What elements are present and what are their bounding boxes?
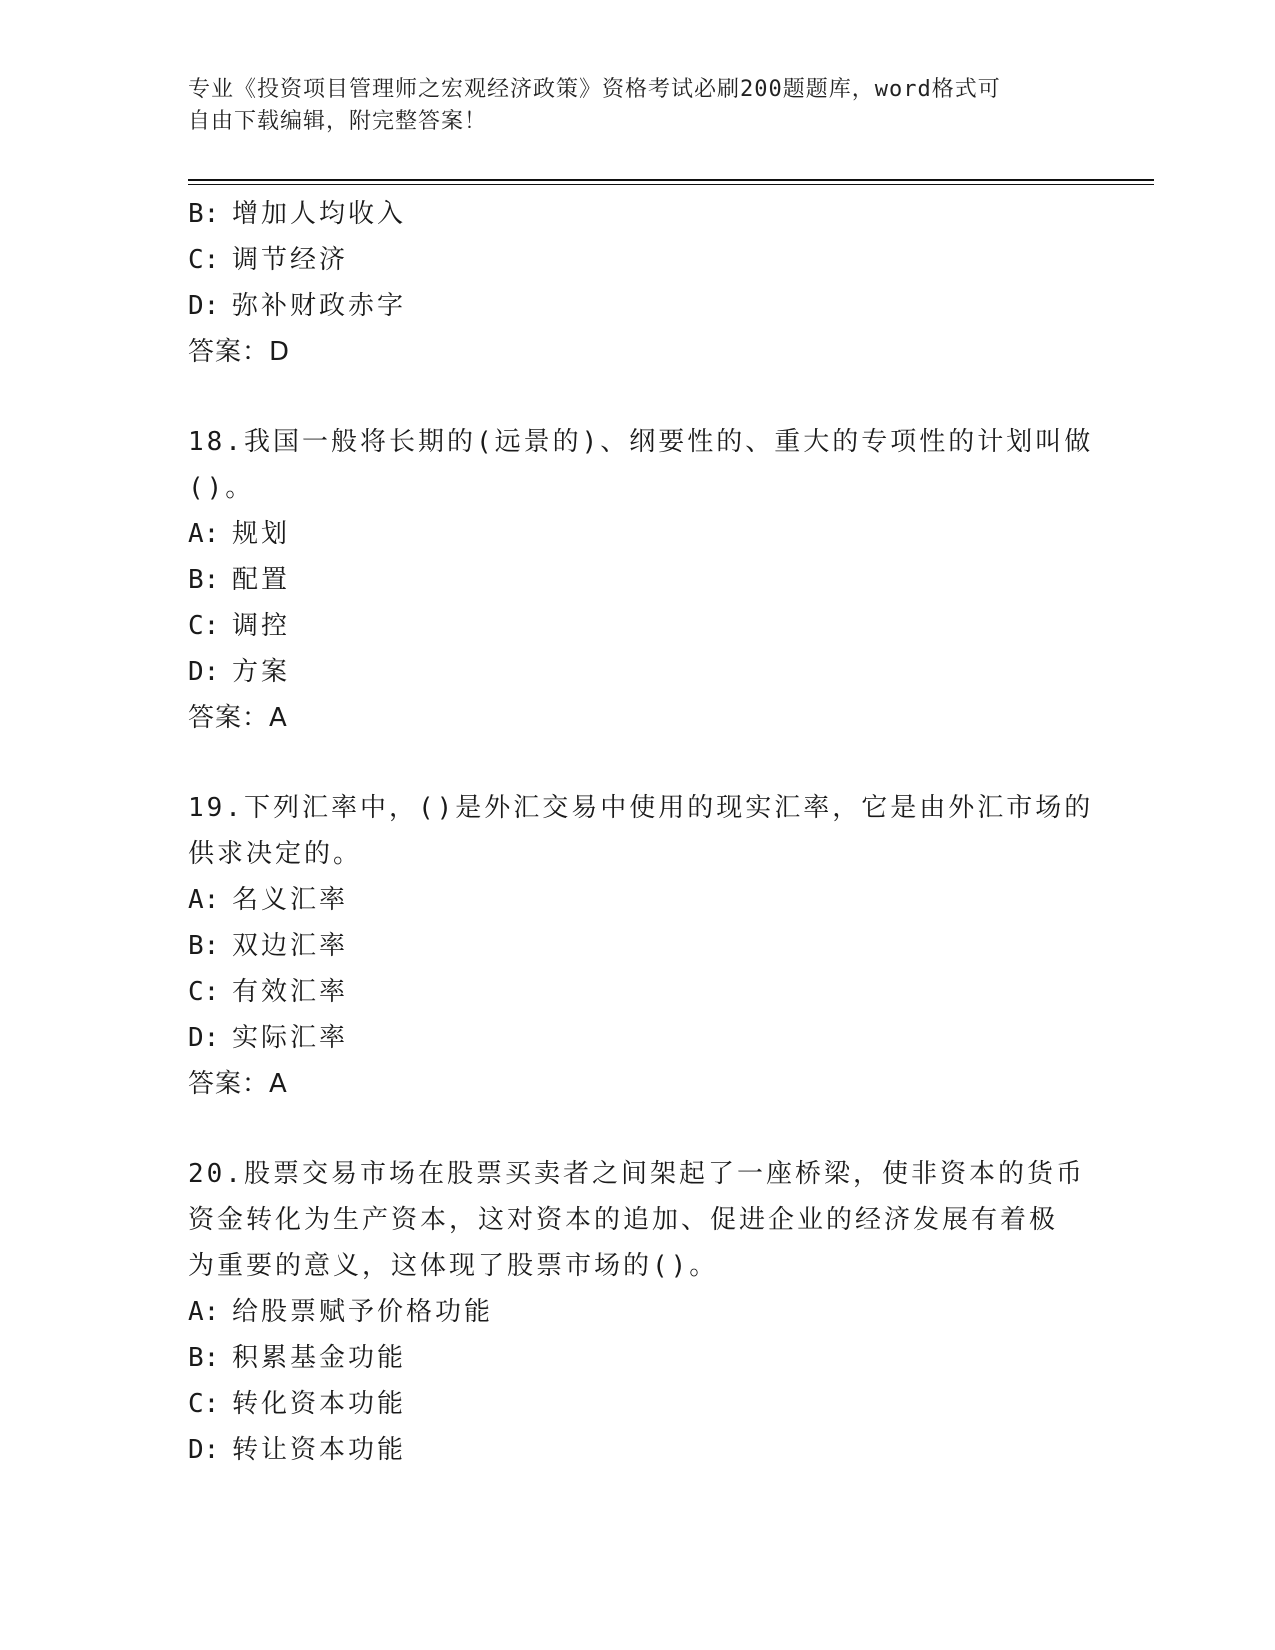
option-text: 积累基金功能 [232,1343,407,1373]
question-20 [188,1151,1088,1473]
answer-line: 答案：A [188,703,288,733]
option-b [188,557,1088,603]
option-key: D: [188,291,220,321]
option-a [188,877,1088,923]
question-text-line: 20.股票交易市场在股票买卖者之间架起了一座桥梁，使非资本的货币 [188,1159,1085,1189]
header-title-line-1: 专业《投资项目管理师之宏观经济政策》资格考试必刷200题题库，word格式可 [188,77,1001,102]
question-text-line: 供求决定的。 [188,839,363,869]
option-key: A: [188,519,220,549]
option-d [188,649,1088,695]
option-d [188,1427,1088,1473]
answer-line: 答案：D [188,337,291,367]
header-title-line-2: 自由下载编辑，附完整答案！ [188,109,488,134]
option-a [188,511,1088,557]
option-d [188,283,1088,329]
option-c [188,969,1088,1015]
option-key: C: [188,1389,220,1419]
option-key: C: [188,245,220,275]
option-key: B: [188,199,220,229]
question-17-continued [188,191,1088,375]
question-text-line: 19.下列汇率中，()是外汇交易中使用的现实汇率，它是由外汇市场的 [188,793,1094,823]
option-key: D: [188,657,220,687]
question-text-line: 资金转化为生产资本，这对资本的追加、促进企业的经济发展有着极 [188,1205,1059,1235]
option-text: 配置 [232,565,291,595]
option-text: 给股票赋予价格功能 [232,1297,494,1327]
option-text: 调节经济 [232,245,349,275]
option-key: D: [188,1435,220,1465]
option-key: B: [188,565,220,595]
question-text-line: 为重要的意义，这体现了股票市场的()。 [188,1251,719,1281]
option-text: 实际汇率 [232,1023,349,1053]
option-text: 转化资本功能 [232,1389,407,1419]
option-a [188,1289,1088,1335]
option-b [188,191,1088,237]
question-text-line: ()。 [188,473,255,503]
answer-line: 答案：A [188,1069,288,1099]
option-d [188,1015,1088,1061]
option-b [188,1335,1088,1381]
option-text: 弥补财政赤字 [232,291,407,321]
option-text: 调控 [232,611,291,641]
option-key: A: [188,885,220,915]
option-text: 双边汇率 [232,931,349,961]
option-text: 有效汇率 [232,977,349,1007]
option-text: 转让资本功能 [232,1435,407,1465]
option-b [188,923,1088,969]
option-text: 方案 [232,657,291,687]
option-text: 名义汇率 [232,885,349,915]
option-text: 增加人均收入 [232,199,407,229]
option-text: 规划 [232,519,291,549]
question-18 [188,419,1094,741]
option-key: A: [188,1297,220,1327]
option-c [188,603,1088,649]
question-text-line: 18.我国一般将长期的(远景的)、纲要性的、重大的专项性的计划叫做 [188,427,1094,457]
option-key: B: [188,931,220,961]
option-key: D: [188,1023,220,1053]
option-key: C: [188,611,220,641]
question-list [188,191,1094,1473]
option-key: C: [188,977,220,1007]
option-c [188,1381,1088,1427]
option-c [188,237,1088,283]
question-19 [188,785,1094,1107]
option-key: B: [188,1343,220,1373]
header-divider [188,179,1154,185]
document-header [188,74,1078,138]
